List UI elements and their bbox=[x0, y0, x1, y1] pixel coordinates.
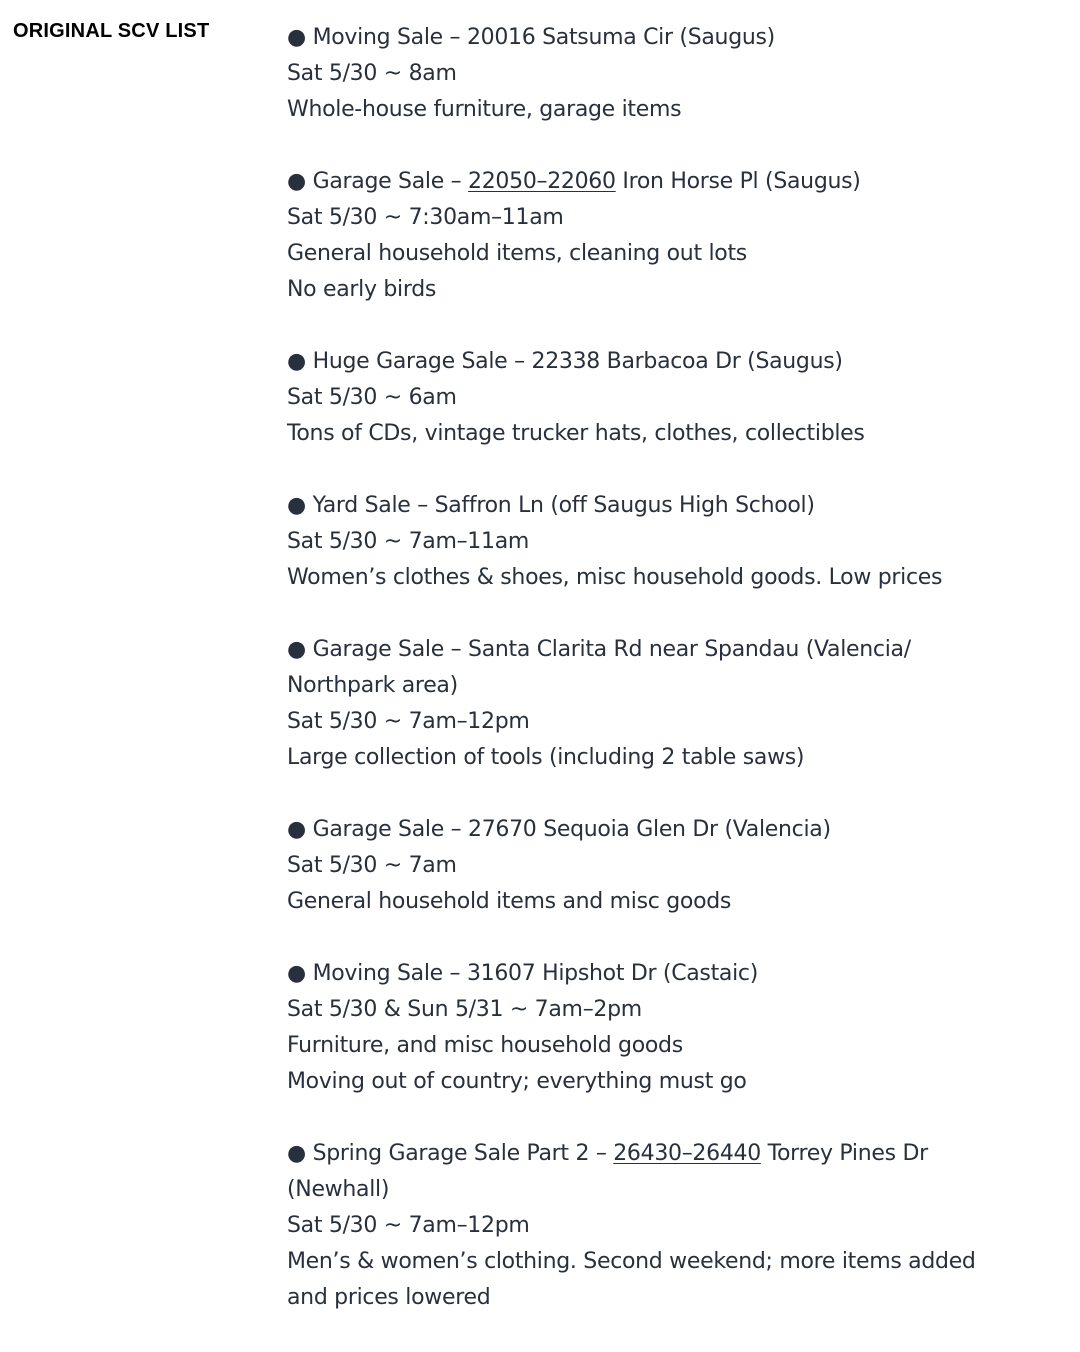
listing-title-text: Yard Sale – Saffron Ln (off Saugus High School) bbox=[312, 493, 815, 518]
listing-title bbox=[287, 812, 987, 848]
listing-details: Women’s clothes & shoes, misc household goods. Low prices bbox=[287, 565, 943, 590]
bullet-icon: ● bbox=[287, 493, 313, 518]
listing-title bbox=[287, 164, 987, 200]
sale-listing bbox=[287, 632, 987, 776]
listing-title bbox=[287, 632, 987, 704]
listing-details: No early birds bbox=[287, 277, 437, 302]
bullet-icon: ● bbox=[287, 637, 313, 662]
listing-title-text: Spring Garage Sale Part 2 – bbox=[312, 1141, 614, 1166]
sale-listing bbox=[287, 488, 987, 596]
listing-details: Furniture, and misc household goods bbox=[287, 1033, 683, 1058]
listing-when: Sat 5/30 ~ 6am bbox=[287, 385, 457, 410]
listing-details: Men’s & women’s clothing. Second weekend; more items added and prices lowered bbox=[287, 1249, 976, 1310]
list-label: ORIGINAL SCV LIST bbox=[13, 20, 210, 42]
sale-listing bbox=[287, 344, 987, 452]
listing-title-text: Moving Sale – 31607 Hipshot Dr (Castaic) bbox=[312, 961, 758, 986]
listing-title-text: Moving Sale – 20016 Satsuma Cir (Saugus) bbox=[312, 25, 775, 50]
bullet-icon: ● bbox=[287, 817, 313, 842]
sale-listings bbox=[287, 20, 987, 1352]
listing-title bbox=[287, 344, 987, 380]
listing-title bbox=[287, 20, 987, 56]
listing-title-text: Huge Garage Sale – 22338 Barbacoa Dr (Saugus) bbox=[312, 349, 843, 374]
listing-details: Moving out of country; everything must go bbox=[287, 1069, 747, 1094]
bullet-icon: ● bbox=[287, 1141, 313, 1166]
sale-listing bbox=[287, 812, 987, 920]
listing-details: General household items, cleaning out lots bbox=[287, 241, 747, 266]
sale-listing bbox=[287, 164, 987, 308]
listing-title-text: Iron Horse Pl (Saugus) bbox=[615, 169, 861, 194]
listing-title bbox=[287, 956, 987, 992]
address-link[interactable]: 26430–26440 bbox=[613, 1141, 761, 1166]
listing-when: Sat 5/30 ~ 7am–12pm bbox=[287, 1213, 530, 1238]
bullet-icon: ● bbox=[287, 25, 313, 50]
listing-when: Sat 5/30 ~ 8am bbox=[287, 61, 457, 86]
listing-details: Tons of CDs, vintage trucker hats, clothes, collectibles bbox=[287, 421, 865, 446]
listing-title-text: Garage Sale – bbox=[312, 169, 469, 194]
listing-title-text: Garage Sale – Santa Clarita Rd near Spandau (Valencia/ Northpark area) bbox=[287, 637, 911, 698]
sale-listing bbox=[287, 956, 987, 1100]
listing-title bbox=[287, 1136, 987, 1208]
listing-details: Large collection of tools (including 2 table saws) bbox=[287, 745, 805, 770]
listing-when: Sat 5/30 ~ 7:30am–11am bbox=[287, 205, 564, 230]
listing-when: Sat 5/30 ~ 7am–12pm bbox=[287, 709, 530, 734]
bullet-icon: ● bbox=[287, 961, 313, 986]
address-link[interactable]: 22050–22060 bbox=[468, 169, 616, 194]
listing-title-text: Torrey Pines Dr (Newhall) bbox=[287, 1141, 928, 1202]
listing-title-text: Garage Sale – 27670 Sequoia Glen Dr (Valencia) bbox=[312, 817, 831, 842]
listing-title bbox=[287, 488, 987, 524]
bullet-icon: ● bbox=[287, 169, 313, 194]
listing-details: General household items and misc goods bbox=[287, 889, 732, 914]
sale-listing bbox=[287, 1136, 987, 1316]
listing-when: Sat 5/30 ~ 7am–11am bbox=[287, 529, 530, 554]
listing-when: Sat 5/30 ~ 7am bbox=[287, 853, 457, 878]
listing-when: Sat 5/30 & Sun 5/31 ~ 7am–2pm bbox=[287, 997, 642, 1022]
listing-details: Whole-house furniture, garage items bbox=[287, 97, 682, 122]
bullet-icon: ● bbox=[287, 349, 313, 374]
sale-listing bbox=[287, 20, 987, 128]
